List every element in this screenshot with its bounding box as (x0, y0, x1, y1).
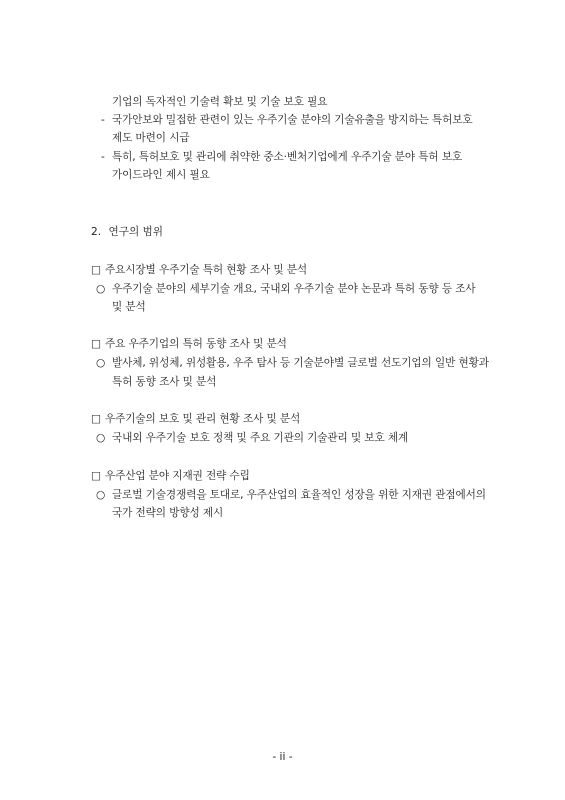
item-4-sub-line-1: 글로벌 기술경쟁력을 토대로, 우주산업의 효율적인 성장을 위한 지재권 관점에서의 (112, 489, 486, 501)
square-bullet-icon: □ (91, 470, 102, 482)
intro-bullet-3-line-1: 특히, 특허보호 및 관리에 취약한 중소·벤처기업에게 우주기술 분야 특허 보호 (112, 151, 463, 163)
circle-bullet-icon: ○ (96, 283, 106, 295)
square-bullet-icon: □ (91, 338, 102, 350)
circle-bullet-icon: ○ (96, 432, 106, 444)
circle-bullet-icon: ○ (96, 489, 106, 501)
square-bullet-icon: □ (91, 264, 102, 276)
intro-bullet-2-line-1: 국가안보와 밀접한 관련이 있는 우주기술 분야의 기술유출을 방지하는 특허보호 (112, 114, 473, 126)
item-2-title: 주요 우주기업의 특허 동향 조사 및 분석 (105, 338, 287, 350)
page-number: - ii - (272, 751, 293, 763)
item-1-sub-line-1: 우주기술 분야의 세부기술 개요, 국내외 우주기술 분야 논문과 특허 동향 등 조사 (112, 283, 476, 295)
intro-bullet-2-line-2: 제도 마련이 시급 (112, 132, 190, 144)
item-4-sub-line-2: 국가 전략의 방향성 제시 (112, 507, 224, 519)
item-4-title: 우주산업 분야 지재권 전략 수립 (105, 470, 250, 482)
circle-bullet-icon: ○ (96, 357, 106, 369)
item-2-sub-line-1: 발사체, 위성체, 위성활용, 우주 탐사 등 기술분야별 글로벌 선도기업의 일반 현황과 (112, 357, 489, 369)
intro-bullet-3-line-2: 가이드라인 제시 필요 (112, 169, 210, 181)
section-number: 2. (91, 226, 102, 238)
item-1-title: 주요시장별 우주기술 특허 현황 조사 및 분석 (105, 264, 308, 276)
intro-line-1: 기업의 독자적인 기술력 확보 및 기술 보호 필요 (112, 96, 328, 108)
section-heading (91, 225, 163, 239)
section-title: 연구의 범위 (108, 226, 164, 238)
square-bullet-icon: □ (91, 413, 102, 425)
item-3-sub-line-1: 국내외 우주기술 보호 정책 및 주요 기관의 기술관리 및 보호 체계 (112, 432, 409, 444)
item-3-title: 우주기술의 보호 및 관리 현황 조사 및 분석 (105, 413, 301, 425)
item-1-sub-line-2: 및 분석 (112, 301, 146, 313)
item-2-sub-line-2: 특허 동향 조사 및 분석 (112, 376, 217, 388)
dash-bullet: - (101, 114, 105, 126)
dash-bullet: - (101, 151, 105, 163)
